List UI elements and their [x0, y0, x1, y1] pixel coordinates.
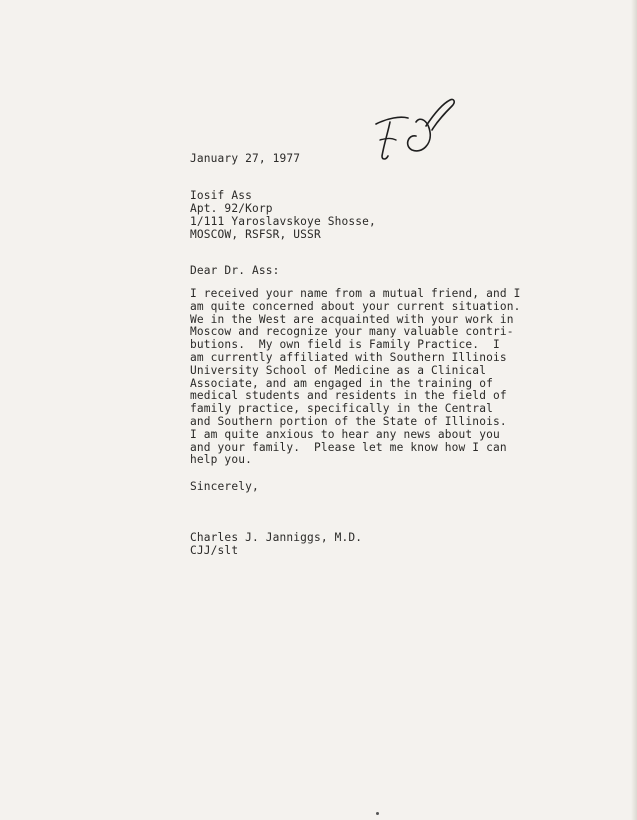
recipient-apartment: Apt. 92/Korp [190, 202, 273, 215]
body-line: and Southern portion of the State of Illinois. [190, 414, 507, 428]
body-line: University School of Medicine as a Clinical [190, 363, 487, 377]
closing: Sincerely, [190, 480, 259, 493]
body-line: am currently affiliated with Southern Illinois [190, 350, 507, 364]
body-line: family practice, specifically in the Central [190, 402, 493, 416]
body-line: I received your name from a mutual friend, and I [190, 287, 521, 300]
body-line: I am quite anxious to hear any news about you [190, 427, 500, 441]
salutation: Dear Dr. Ass: [190, 264, 280, 277]
paper-speck [376, 812, 379, 815]
body-line: Associate, and am engaged in the training of [190, 376, 493, 390]
handwritten-initials-icon [368, 94, 458, 166]
signer-name: Charles J. Janniggs, M.D. [190, 531, 363, 544]
body-line: medical students and residents in the field of [190, 389, 507, 403]
body-line: and your family. Please let me know how I can [190, 440, 507, 454]
body-line: help you. [190, 453, 252, 467]
body-line: Moscow and recognize your many valuable contri- [190, 325, 514, 339]
body-line: am quite concerned about your current situation. [190, 299, 521, 313]
letter-body [190, 288, 521, 467]
recipient-name: Iosif Ass [190, 189, 252, 202]
recipient-street: 1/111 Yaroslavskoye Shosse, [190, 215, 376, 228]
body-line: We in the West are acquainted with your work in [190, 312, 514, 326]
reference-initials: CJJ/slt [190, 544, 239, 557]
recipient-city: MOSCOW, RSFSR, USSR [190, 228, 321, 241]
letter-date: January 27, 1977 [190, 152, 301, 165]
body-line: butions. My own field is Family Practice. I [190, 338, 500, 352]
page-edge-shadow [631, 0, 637, 820]
